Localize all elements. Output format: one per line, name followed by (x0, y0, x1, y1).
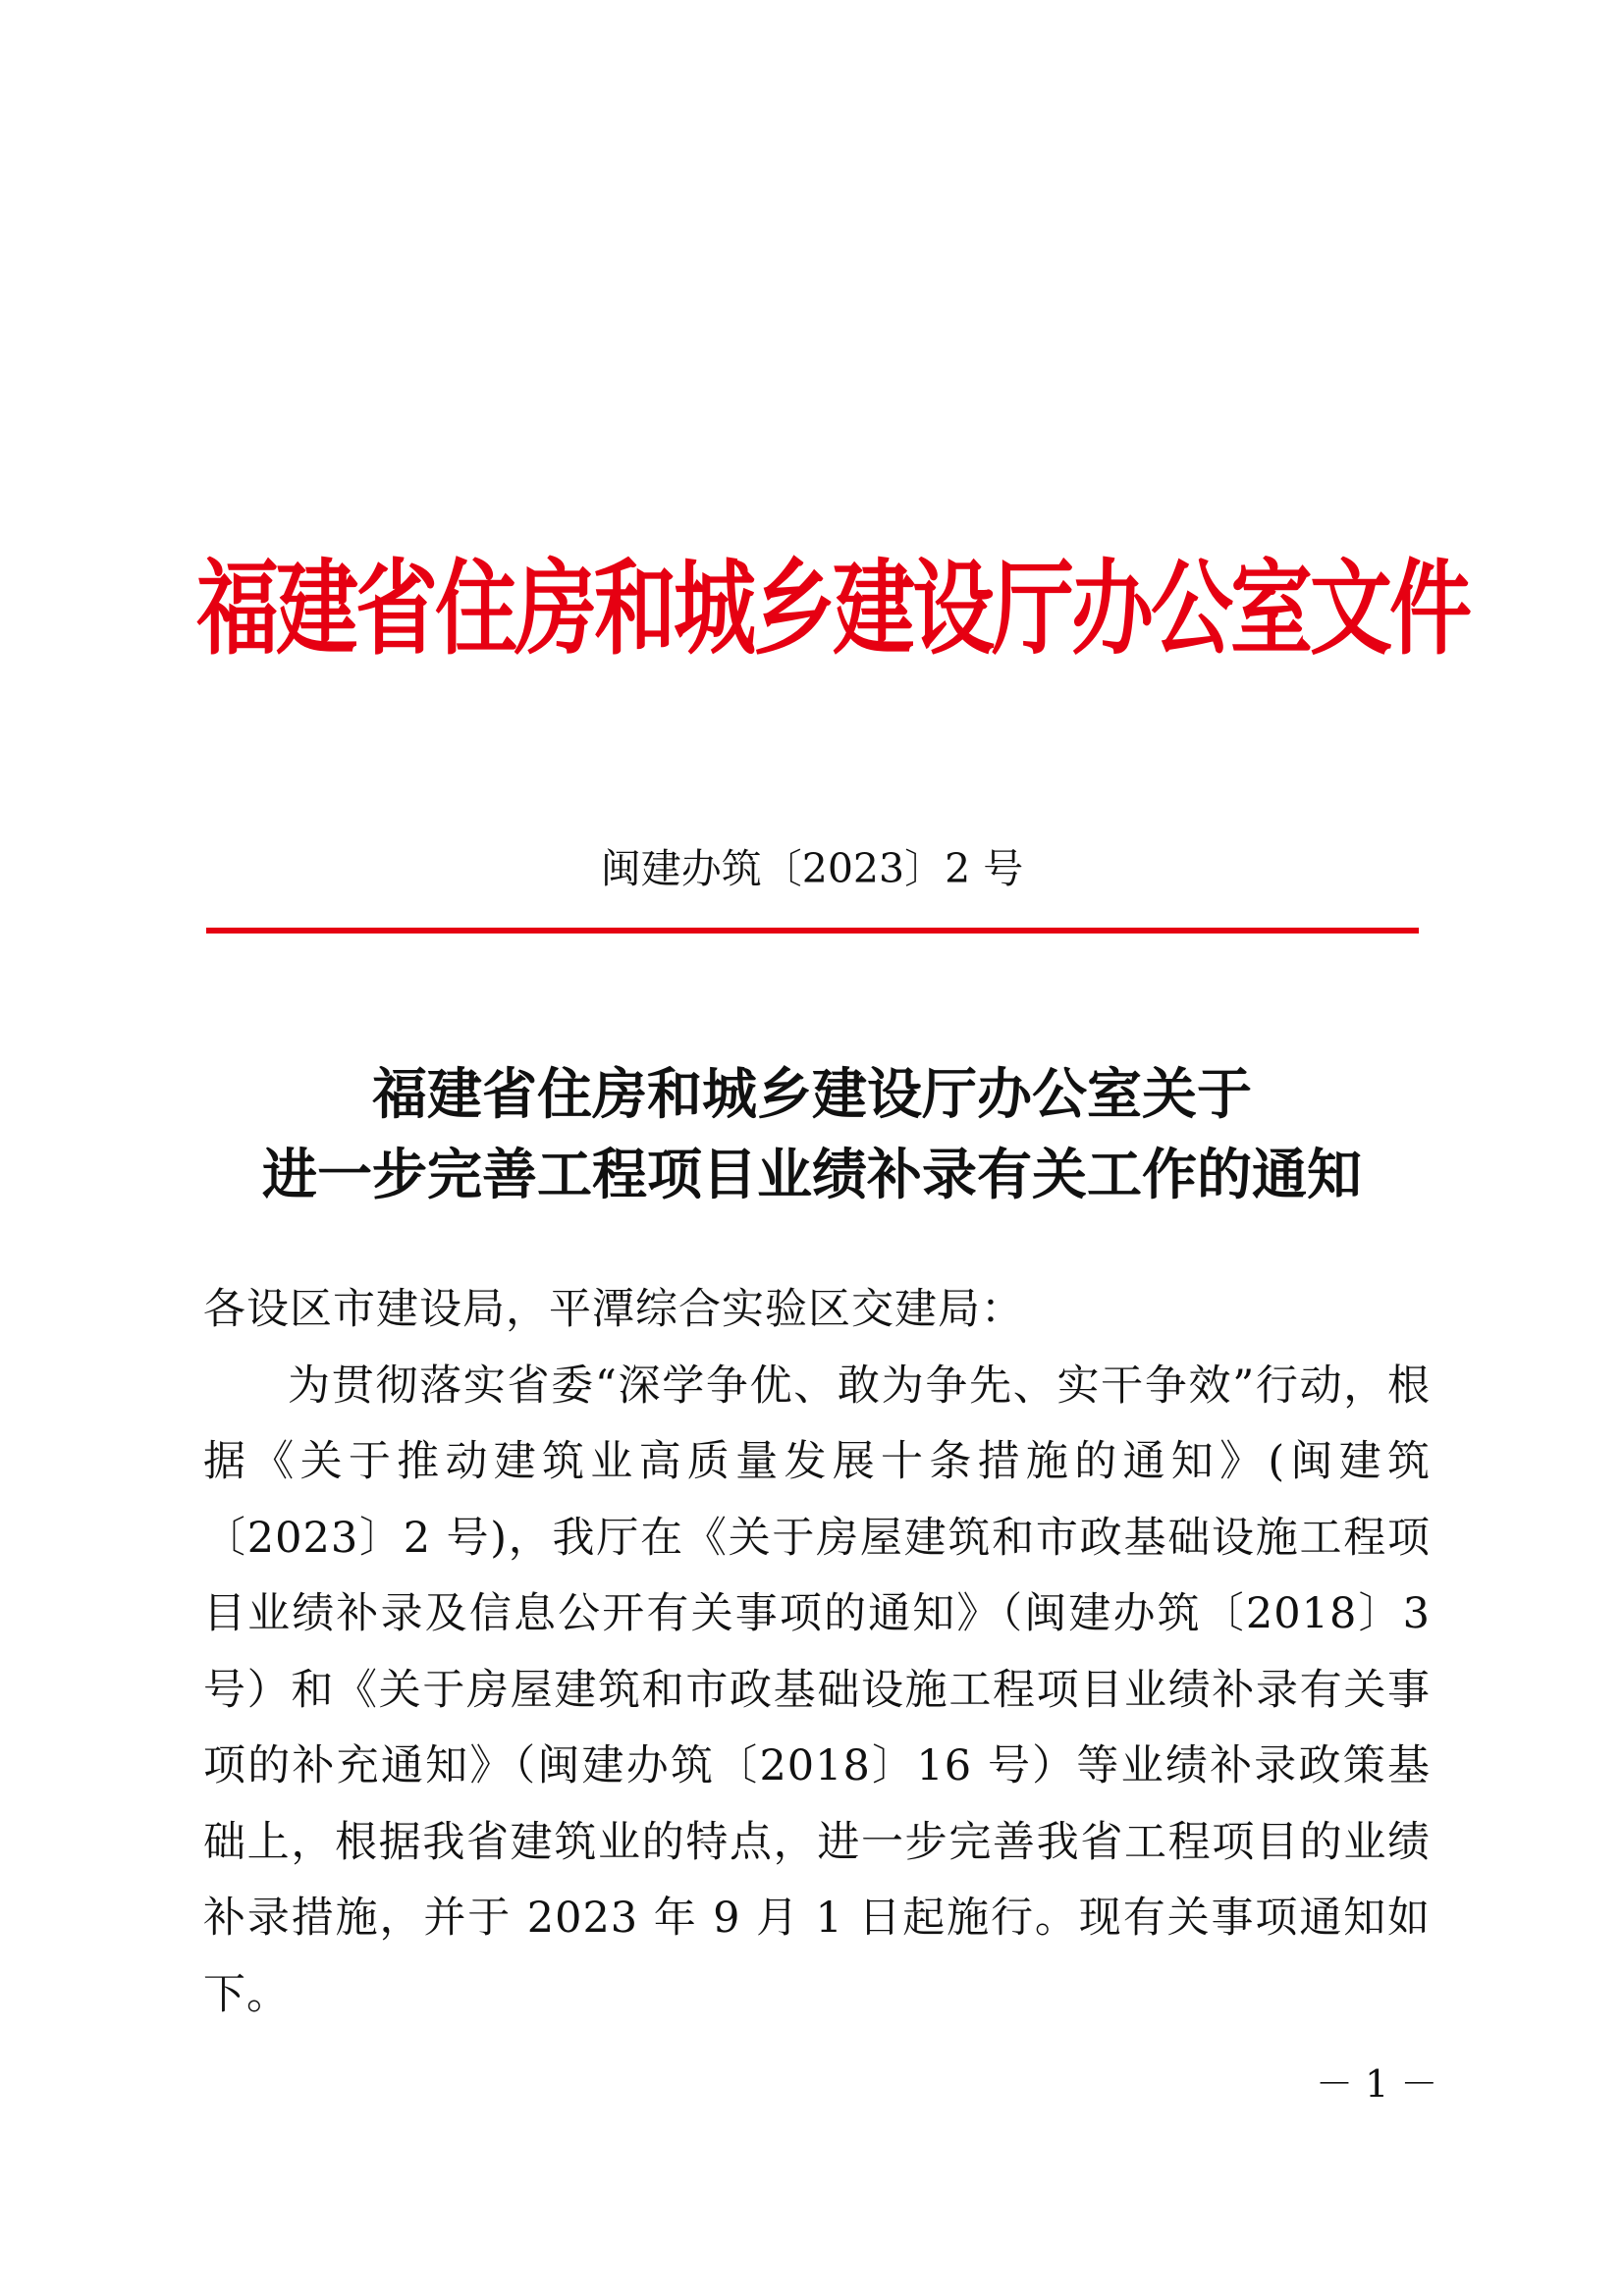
document-title (147, 1055, 1477, 1216)
body-paragraph: 为贯彻落实省委“深学争优、敢为争先、实干争效”行动，根据《关于推动建筑业高质量发展十条措施的通知》(闽建筑〔2023〕2 号)，我厅在《关于房屋建筑和市政基础设施工程项目业绩补录及信息公开有关事项的通知》（闽建办筑〔2018〕3 号）和《关于房屋建筑和市政基础设施工程项目业绩补录有关事项的补充通知》（闽建办筑〔2018〕16 号）等业绩补录政策基础上，根据我省建筑业的特点，进一步完善我省工程项目的业绩补录措施，并于 2023 年 9 月 1 日起施行。现有关事项通知如下。 (203, 1361, 1431, 2019)
document-body (203, 1272, 1431, 2033)
masthead-title: 福建省住房和城乡建设厅办公室文件 (196, 548, 1470, 669)
red-divider-line (206, 928, 1419, 934)
salutation: 各设区市建设局，平潭综合实验区交建局： (203, 1285, 1024, 1334)
title-line-2: 进一步完善工程项目业绩补录有关工作的通知 (262, 1144, 1362, 1207)
page-number: － 1 － (1316, 2062, 1438, 2106)
title-line-1: 福建省住房和城乡建设厅办公室关于 (372, 1063, 1252, 1127)
document-number: 闽建办筑〔2023〕2 号 (600, 845, 1024, 892)
